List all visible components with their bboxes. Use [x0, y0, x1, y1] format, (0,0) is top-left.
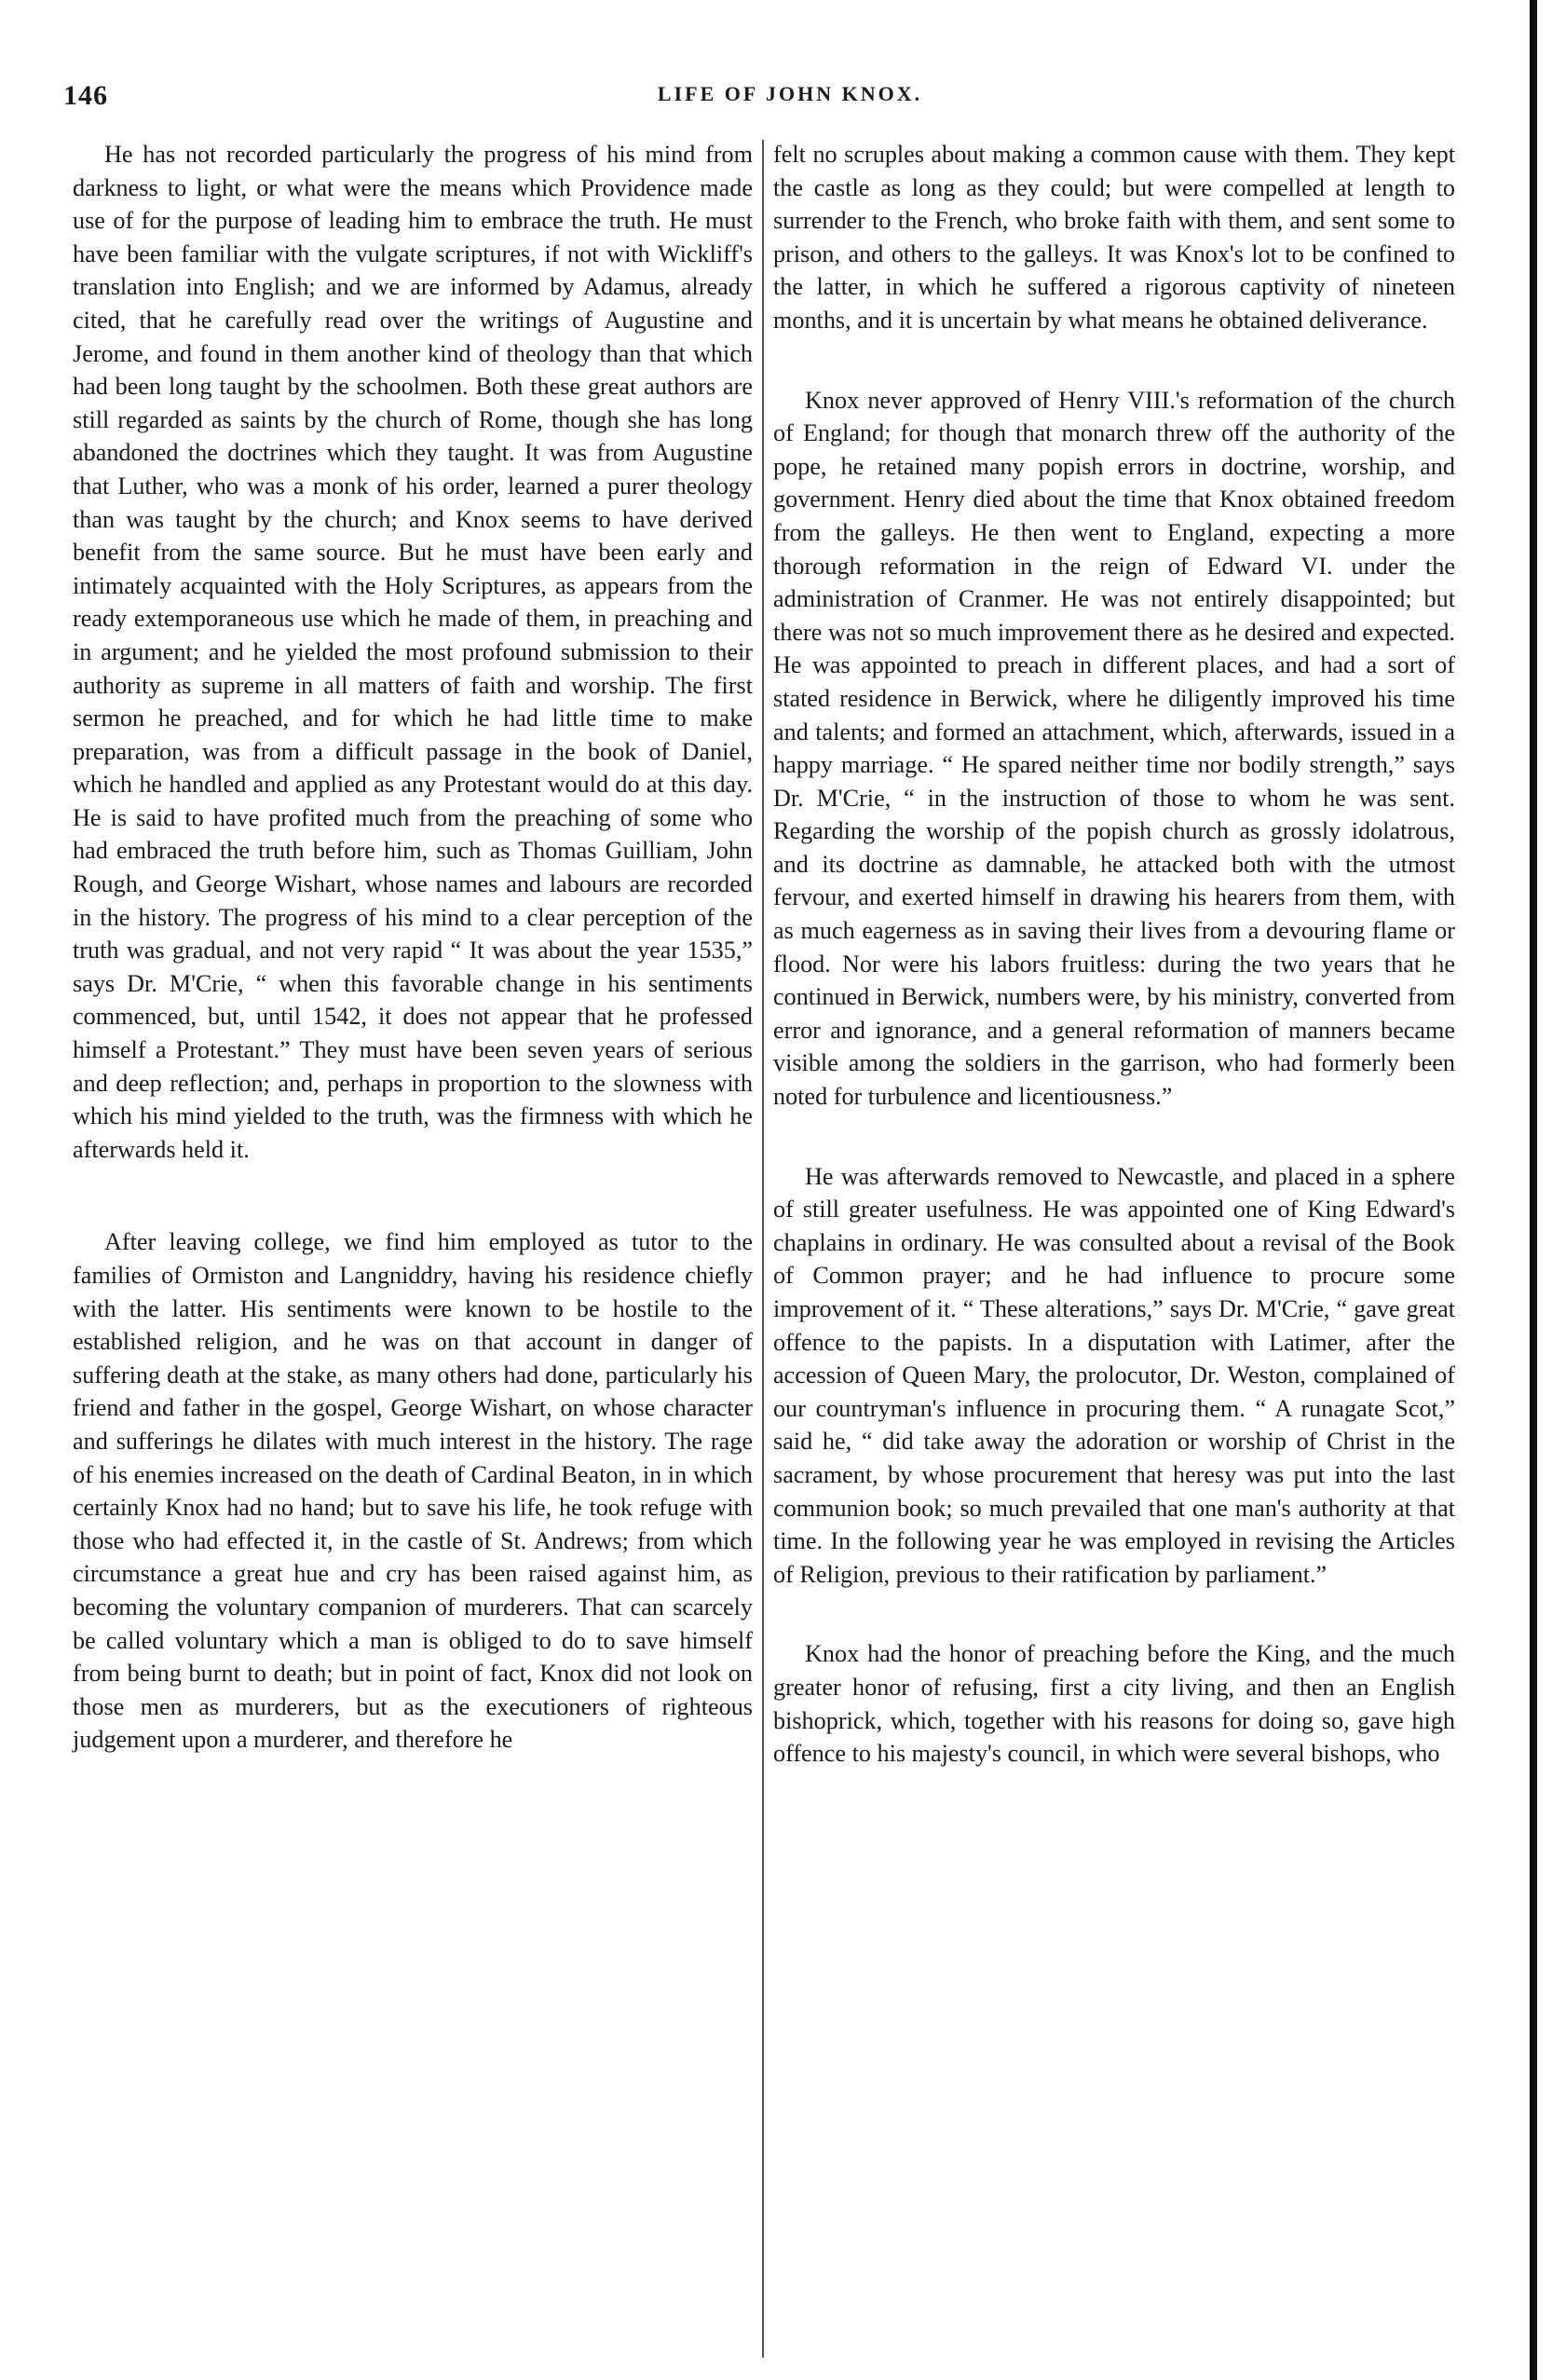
- page-number: 146: [63, 80, 108, 111]
- page-header: [63, 80, 1517, 117]
- paragraph: felt no scruples about making a common cause with them. They kept the castle as long as they could; but were compelled at length to surrender to the French, who broke faith with them, and sent some to prison, and others to the galleys. It was Knox's lot to be confined to the latter, in which he suffered a rigorous captivity of nineteen months, and it is uncertain by what means he obtained deliverance.: [773, 141, 1455, 334]
- page-edge-shadow: [1530, 0, 1537, 2380]
- paragraph: After leaving college, we find him employed as tutor to the families of Ormiston and Langniddry, having his residence chiefly with the latter. His sentiments were known to be hostile to the established religion, and he was on that account in danger of suffering death at the stake, as many others had done, particularly his friend and father in the gospel, George Wishart, on whose character and sufferings he dilates with much interest in the history. The rage of his enemies increased on the death of Cardinal Beaton, in in which certainly Knox had no hand; but to save his life, he took refuge with those who had effected it, in the castle of St. Andrews; from which circumstance a great hue and cry has been raised against him, as becoming the voluntary companion of murderers. That can scarcely be called voluntary which a man is obliged to do to save himself from being burnt to death; but in point of fact, Knox did not look on those men as murderers, but as the executioners of righteous judgement upon a murderer, and therefore he: [73, 1228, 753, 1754]
- paragraph: He has not recorded particularly the progress of his mind from darkness to light, or what were the means which Providence made use of for the purpose of leading him to embrace the truth. He must have been familiar with the vulgate scriptures, if not with Wickliff's translation into English; and we are informed by Adamus, already cited, that he carefully read over the writings of Augustine and Jerome, and found in them another kind of theology than that which had been long taught by the schoolmen. Both these great authors are still regarded as saints by the church of Rome, though she has long abandoned the doctrines which they taught. It was from Augustine that Luther, who was a monk of his order, learned a purer theology than was taught by the church; and Knox seems to have derived benefit from the same source. But he must have been early and intimately acquainted with the Holy Scriptures, as appears from the ready extemporaneous use which he made of them, in preaching and in argument; and he yielded the most profound submission to their authority as supreme in all matters of faith and worship. The first sermon he preached, and for which he had little time to make preparation, was from a difficult passage in the book of Daniel, which he handled and applied as any Protestant would do at this day. He is said to have profited much from the preaching of some who had embraced the truth before him, such as Thomas Guilliam, John Rough, and George Wishart, whose names and labours are recorded in the history. The progress of his mind to a clear perception of the truth was gradual, and not very rapid “ It was about the year 1535,” says Dr. M'Crie, “ when this favorable change in his sentiments commenced, but, until 1542, it does not appear that he professed himself a Protestant.” They must have been seven years of serious and deep reflection; and, perhaps in proportion to the slowness with which his mind yielded to the truth, was the firmness with which he afterwards held it.: [73, 141, 753, 1163]
- left-column: [73, 138, 753, 1757]
- paragraph: Knox never approved of Henry VIII.'s reformation of the church of England; for though that monarch threw off the authority of the pope, he retained many popish errors in doctrine, worship, and government. Henry died about the time that Knox obtained freedom from the galleys. He then went to England, expecting a more thorough reformation in the reign of Edward VI. under the administration of Cranmer. He was not entirely disappointed; but there was not so much improvement there as he desired and expected. He was appointed to preach in different places, and had a sort of stated residence in Berwick, where he diligently improved his time and talents; and formed an attachment, which, afterwards, issued in a happy marriage. “ He spared neither time nor bodily strength,” says Dr. M'Crie, “ in the instruction of those to whom he was sent. Regarding the worship of the popish church as grossly idolatrous, and its doctrine as damnable, he attacked both with the utmost fervour, and exerted himself in drawing his hearers from them, with as much eagerness as in saving their lives from a devouring flame or flood. Nor were his labors fruitless: during the two years that he continued in Berwick, numbers were, by his ministry, converted from error and ignorance, and a general reformation of manners became visible among the soldiers in the garrison, who had formerly been noted for turbulence and licentiousness.”: [773, 386, 1455, 1111]
- right-column: [773, 138, 1455, 1771]
- paragraph: He was afterwards removed to Newcastle, and placed in a sphere of still greater usefulness. He was appointed one of King Edward's chaplains in ordinary. He was consulted about a revisal of the Book of Common prayer; and he had influence to procure some improvement of it. “ These alterations,” says Dr. M'Crie, “ gave great offence to the papists. In a disputation with Latimer, after the accession of Queen Mary, the prolocutor, Dr. Weston, complained of our countryman's influence in procuring them. “ A runagate Scot,” said he, “ did take away the adoration or worship of Christ in the sacrament, by whose procurement that heresy was put into the last communion book; so much prevailed that one man's authority at that time. In the following year he was employed in revising the Articles of Religion, previous to their ratification by parliament.”: [773, 1162, 1455, 1588]
- column-divider: [762, 140, 764, 2358]
- running-head: LIFE OF JOHN KNOX.: [657, 82, 923, 105]
- paragraph: Knox had the honor of preaching before the King, and the much greater honor of refusing, first a city living, and then an English bishoprick, which, together with his reasons for doing so, gave high offence to his majesty's council, in which were several bishops, who: [773, 1640, 1455, 1768]
